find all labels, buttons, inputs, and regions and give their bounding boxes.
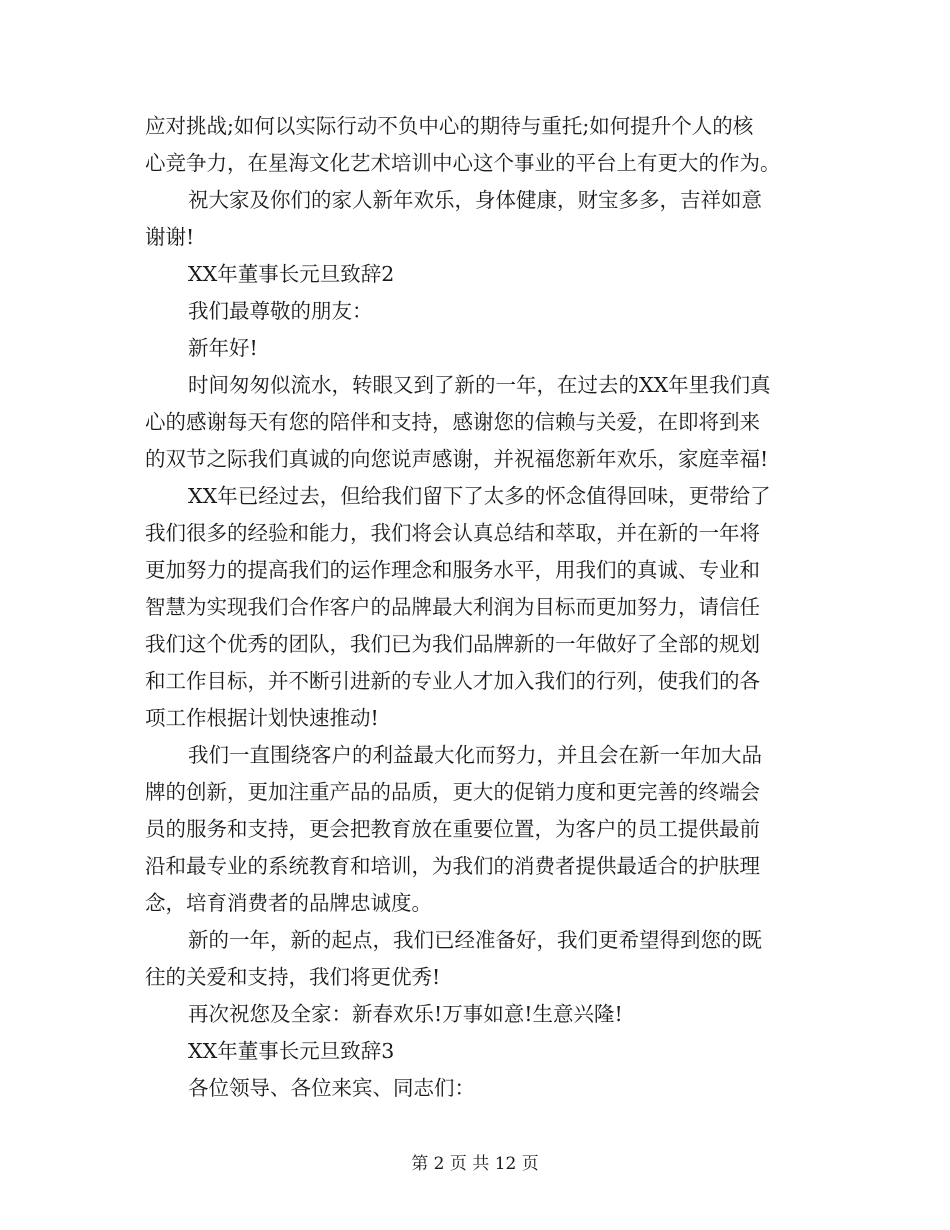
text-line: 祝大家及你们的家人新年欢乐，身体健康，财宝多多，吉祥如意 [188, 188, 762, 212]
page-footer: 第 2 页 共 12 页 [411, 1154, 539, 1174]
text-line: 心竞争力，在星海文化艺术培训中心这个事业的平台上有更大的作为。 [145, 151, 781, 175]
text-line: 沿和最专业的系统教育和培训，为我们的消费者提供最适合的护肤理 [145, 854, 760, 878]
text-line: 项工作根据计划快速推动! [145, 706, 379, 730]
text-line: 智慧为实现我们合作客户的品牌最大利润为目标而更加努力，请信任 [145, 595, 760, 619]
text-line: 再次祝您及全家：新春欢乐!万事如意!生意兴隆! [188, 1002, 623, 1026]
text-line: 新年好! [188, 336, 258, 360]
text-line: 我们很多的经验和能力，我们将会认真总结和萃取，并在新的一年将 [145, 521, 760, 545]
text-line: 各位领导、各位来宾、同志们： [188, 1076, 475, 1100]
text-line: 新的一年，新的起点，我们已经准备好，我们更希望得到您的既 [188, 928, 762, 952]
text-line: 员的服务和支持，更会把教育放在重要位置，为客户的员工提供最前 [145, 817, 760, 841]
text-line: 念，培育消费者的品牌忠诚度。 [145, 891, 432, 915]
text-line: 的双节之际我们真诚的向您说声感谢，并祝福您新年欢乐，家庭幸福! [145, 447, 769, 471]
text-line: 时间匆匆似流水，转眼又到了新的一年，在过去的XX年里我们真 [188, 373, 771, 397]
text-line: 我们一直围绕客户的利益最大化而努力，并且会在新一年加大品 [188, 743, 762, 767]
text-line: 我们最尊敬的朋友： [188, 299, 373, 323]
text-line: XX年董事长元旦致辞3 [188, 1039, 395, 1063]
text-line: 谢谢! [145, 225, 195, 249]
text-line: 应对挑战;如何以实际行动不负中心的期待与重托;如何提升个人的核 [145, 114, 754, 138]
text-line: 我们这个优秀的团队，我们已为我们品牌新的一年做好了全部的规划 [145, 632, 760, 656]
text-line: XX年已经过去，但给我们留下了太多的怀念值得回味，更带给了 [188, 484, 771, 508]
text-line: 心的感谢每天有您的陪伴和支持，感谢您的信赖与关爱，在即将到来 [145, 410, 760, 434]
document-body [145, 108, 810, 1107]
text-line: 往的关爱和支持，我们将更优秀! [145, 965, 441, 989]
text-line: XX年董事长元旦致辞2 [188, 262, 395, 286]
text-line: 和工作目标，并不断引进新的专业人才加入我们的行列，使我们的各 [145, 669, 760, 693]
text-line: 更加努力的提高我们的运作理念和服务水平，用我们的真诚、专业和 [145, 558, 760, 582]
text-line: 牌的创新，更加注重产品的品质，更大的促销力度和更完善的终端会 [145, 780, 760, 804]
